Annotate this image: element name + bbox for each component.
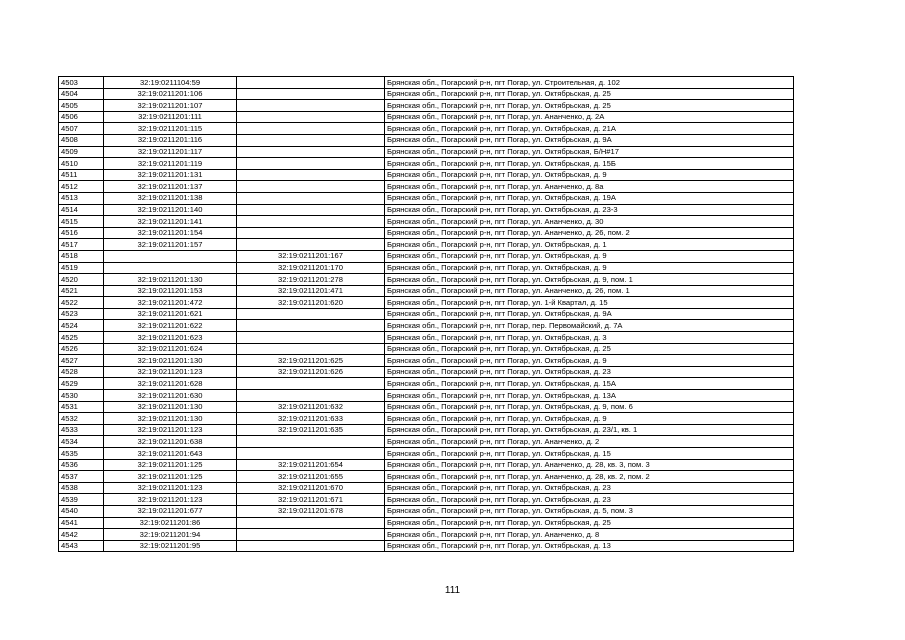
table-row [59,285,794,297]
row-number-cell: 4525 [59,332,104,344]
cadastral-number-cell: 32:19:0211201:472 [104,297,237,309]
row-number-cell: 4509 [59,146,104,158]
address-cell: Брянская обл., Погарский р-н, пгт Погар, ул. Октябрьская, д. 9А [385,134,794,146]
table-row [59,540,794,552]
cadastral-number-cell: 32:19:0211201:630 [104,390,237,402]
linked-cadastral-number-cell [237,239,385,251]
row-number-cell: 4524 [59,320,104,332]
address-cell: Брянская обл., Погарский р-н, пгт Погар, ул. Октябрьская, д. 9 [385,250,794,262]
cadastral-number-cell [104,250,237,262]
cadastral-number-cell: 32:19:0211201:123 [104,366,237,378]
cadastral-number-cell: 32:19:0211201:107 [104,100,237,112]
address-cell: Брянская обл., Погарский р-н, пгт Погар, пер. Первомайский, д. 7А [385,320,794,332]
table-row [59,192,794,204]
address-cell: Брянская обл., Погарский р-н, пгт Погар, ул. Октябрьская, д. 13 [385,540,794,552]
table-row [59,529,794,541]
row-number-cell: 4507 [59,123,104,135]
cadastral-number-cell: 32:19:0211201:119 [104,158,237,170]
registry-table [58,76,794,552]
linked-cadastral-number-cell: 32:19:0211201:654 [237,459,385,471]
linked-cadastral-number-cell: 32:19:0211201:626 [237,366,385,378]
linked-cadastral-number-cell [237,216,385,228]
table-row [59,436,794,448]
linked-cadastral-number-cell [237,320,385,332]
row-number-cell: 4531 [59,401,104,413]
row-number-cell: 4530 [59,390,104,402]
address-cell: Брянская обл., Погарский р-н, пгт Погар, ул. Октябрьская, д. 1 [385,239,794,251]
cadastral-number-cell: 32:19:0211201:95 [104,540,237,552]
cadastral-number-cell: 32:19:0211201:111 [104,111,237,123]
table-row [59,332,794,344]
row-number-cell: 4510 [59,158,104,170]
row-number-cell: 4521 [59,285,104,297]
linked-cadastral-number-cell [237,540,385,552]
row-number-cell: 4539 [59,494,104,506]
address-cell: Брянская обл., Погарский р-н, пгт Погар, ул. Ананченко, д. 26, пом. 1 [385,285,794,297]
linked-cadastral-number-cell: 32:19:0211201:471 [237,285,385,297]
address-cell: Брянская обл., Погарский р-н, пгт Погар, ул. Ананченко, д. 2А [385,111,794,123]
row-number-cell: 4535 [59,448,104,460]
linked-cadastral-number-cell: 32:19:0211201:632 [237,401,385,413]
table-row [59,100,794,112]
address-cell: Брянская обл., Погарский р-н, пгт Погар, ул. Октябрьская, д. 9 [385,413,794,425]
row-number-cell: 4508 [59,134,104,146]
row-number-cell: 4526 [59,343,104,355]
cadastral-number-cell: 32:19:0211201:125 [104,459,237,471]
address-cell: Брянская обл., Погарский р-н, пгт Погар, ул. Октябрьская, д. 23 [385,482,794,494]
cadastral-number-cell: 32:19:0211201:130 [104,413,237,425]
cadastral-number-cell: 32:19:0211201:622 [104,320,237,332]
address-cell: Брянская обл., Погарский р-н, пгт Погар, ул. Ананченко, д. 26, пом. 2 [385,227,794,239]
linked-cadastral-number-cell [237,111,385,123]
row-number-cell: 4528 [59,366,104,378]
linked-cadastral-number-cell: 32:19:0211201:625 [237,355,385,367]
row-number-cell: 4518 [59,250,104,262]
table-row [59,204,794,216]
row-number-cell: 4506 [59,111,104,123]
cadastral-number-cell: 32:19:0211201:624 [104,343,237,355]
table-row [59,308,794,320]
table-row [59,239,794,251]
cadastral-number-cell: 32:19:0211201:117 [104,146,237,158]
table-row [59,146,794,158]
table-row [59,250,794,262]
cadastral-number-cell: 32:19:0211201:115 [104,123,237,135]
table-row [59,378,794,390]
row-number-cell: 4534 [59,436,104,448]
table-row [59,494,794,506]
table-row [59,216,794,228]
row-number-cell: 4529 [59,378,104,390]
row-number-cell: 4536 [59,459,104,471]
linked-cadastral-number-cell: 32:19:0211201:678 [237,505,385,517]
cadastral-number-cell: 32:19:0211201:130 [104,355,237,367]
address-cell: Брянская обл., Погарский р-н, пгт Погар, ул. Октябрьская, д. 23-3 [385,204,794,216]
cadastral-number-cell [104,262,237,274]
linked-cadastral-number-cell [237,134,385,146]
address-cell: Брянская обл., Погарский р-н, пгт Погар, ул. Октябрьская, д. 25 [385,100,794,112]
linked-cadastral-number-cell [237,158,385,170]
linked-cadastral-number-cell [237,204,385,216]
address-cell: Брянская обл., Погарский р-н, пгт Погар, ул. Октябрьская, д. 25 [385,517,794,529]
linked-cadastral-number-cell [237,448,385,460]
linked-cadastral-number-cell [237,123,385,135]
cadastral-number-cell: 32:19:0211201:154 [104,227,237,239]
address-cell: Брянская обл., Погарский р-н, пгт Погар, ул. Ананченко, д. 8а [385,181,794,193]
table-row [59,123,794,135]
row-number-cell: 4522 [59,297,104,309]
address-cell: Брянская обл., Погарский р-н, пгт Погар, ул. Октябрьская, д. 9 [385,262,794,274]
row-number-cell: 4516 [59,227,104,239]
row-number-cell: 4523 [59,308,104,320]
linked-cadastral-number-cell: 32:19:0211201:167 [237,250,385,262]
table-row [59,77,794,89]
row-number-cell: 4517 [59,239,104,251]
address-cell: Брянская обл., Погарский р-н, пгт Погар, ул. Октябрьская, д. 25 [385,88,794,100]
address-cell: Брянская обл., Погарский р-н, пгт Погар, ул. Октябрьская, д. 25 [385,343,794,355]
table-row [59,448,794,460]
address-cell: Брянская обл., Погарский р-н, пгт Погар, ул. Октябрьская, д. 3 [385,332,794,344]
linked-cadastral-number-cell [237,77,385,89]
row-number-cell: 4513 [59,192,104,204]
cadastral-number-cell: 32:19:0211201:116 [104,134,237,146]
row-number-cell: 4503 [59,77,104,89]
linked-cadastral-number-cell [237,192,385,204]
row-number-cell: 4512 [59,181,104,193]
row-number-cell: 4504 [59,88,104,100]
row-number-cell: 4505 [59,100,104,112]
cadastral-number-cell: 32:19:0211201:643 [104,448,237,460]
table-row [59,401,794,413]
row-number-cell: 4511 [59,169,104,181]
cadastral-number-cell: 32:19:0211201:130 [104,401,237,413]
address-cell: Брянская обл., Погарский р-н, пгт Погар, ул. Октябрьская, д. 9 [385,169,794,181]
row-number-cell: 4537 [59,471,104,483]
cadastral-number-cell: 32:19:0211201:130 [104,274,237,286]
table-row [59,482,794,494]
linked-cadastral-number-cell [237,146,385,158]
address-cell: Брянская обл., Погарский р-н, пгт Погар, ул. Октябрьская, Б/Н#17 [385,146,794,158]
address-cell: Брянская обл., Погарский р-н, пгт Погар, ул. Октябрьская, д. 23 [385,494,794,506]
table-row [59,355,794,367]
address-cell: Брянская обл., Погарский р-н, пгт Погар, ул. Ананченко, д. 8 [385,529,794,541]
table-row [59,320,794,332]
page-number: 111 [444,585,461,596]
table-row [59,413,794,425]
address-cell: Брянская обл., Погарский р-н, пгт Погар, ул. Октябрьская, д. 13А [385,390,794,402]
row-number-cell: 4520 [59,274,104,286]
table-row [59,390,794,402]
table-row [59,366,794,378]
address-cell: Брянская обл., Погарский р-н, пгт Погар, ул. Октябрьская, д. 5, пом. 3 [385,505,794,517]
linked-cadastral-number-cell: 32:19:0211201:620 [237,297,385,309]
cadastral-number-cell: 32:19:0211201:123 [104,424,237,436]
cadastral-number-cell: 32:19:0211201:125 [104,471,237,483]
address-cell: Брянская обл., Погарский р-н, пгт Погар, ул. Октябрьская, д. 9 [385,355,794,367]
address-cell: Брянская обл., Погарский р-н, пгт Погар, ул. Ананченко, д. 30 [385,216,794,228]
table-row [59,169,794,181]
cadastral-number-cell: 32:19:0211201:628 [104,378,237,390]
linked-cadastral-number-cell: 32:19:0211201:671 [237,494,385,506]
linked-cadastral-number-cell [237,343,385,355]
table-row [59,158,794,170]
table-row [59,517,794,529]
cadastral-number-cell: 32:19:0211104:59 [104,77,237,89]
table-row [59,424,794,436]
row-number-cell: 4533 [59,424,104,436]
linked-cadastral-number-cell: 32:19:0211201:633 [237,413,385,425]
address-cell: Брянская обл., Погарский р-н, пгт Погар, ул. Ананченко, д. 2 [385,436,794,448]
linked-cadastral-number-cell: 32:19:0211201:670 [237,482,385,494]
linked-cadastral-number-cell: 32:19:0211201:278 [237,274,385,286]
cadastral-number-cell: 32:19:0211201:94 [104,529,237,541]
cadastral-number-cell: 32:19:0211201:157 [104,239,237,251]
row-number-cell: 4540 [59,505,104,517]
table-row [59,134,794,146]
linked-cadastral-number-cell [237,181,385,193]
address-cell: Брянская обл., Погарский р-н, пгт Погар, ул. Ананченко, д. 28, кв. 3, пом. 3 [385,459,794,471]
cadastral-number-cell: 32:19:0211201:153 [104,285,237,297]
cadastral-number-cell: 32:19:0211201:138 [104,192,237,204]
linked-cadastral-number-cell [237,100,385,112]
cadastral-number-cell: 32:19:0211201:638 [104,436,237,448]
linked-cadastral-number-cell [237,308,385,320]
linked-cadastral-number-cell [237,88,385,100]
cadastral-number-cell: 32:19:0211201:131 [104,169,237,181]
linked-cadastral-number-cell [237,529,385,541]
address-cell: Брянская обл., Погарский р-н, пгт Погар, ул. Октябрьская, д. 19А [385,192,794,204]
row-number-cell: 4541 [59,517,104,529]
address-cell: Брянская обл., Погарский р-н, пгт Погар, ул. Октябрьская, д. 15 [385,448,794,460]
table-row [59,471,794,483]
cadastral-number-cell: 32:19:0211201:137 [104,181,237,193]
cadastral-number-cell: 32:19:0211201:123 [104,494,237,506]
address-cell: Брянская обл., Погарский р-н, пгт Погар, ул. Октябрьская, д. 9А [385,308,794,320]
cadastral-number-cell: 32:19:0211201:677 [104,505,237,517]
cadastral-number-cell: 32:19:0211201:140 [104,204,237,216]
table-row [59,274,794,286]
address-cell: Брянская обл., Погарский р-н, пгт Погар, ул. Октябрьская, д. 23/1, кв. 1 [385,424,794,436]
table-row [59,459,794,471]
cadastral-number-cell: 32:19:0211201:141 [104,216,237,228]
row-number-cell: 4515 [59,216,104,228]
registry-table-body [59,77,794,552]
cadastral-number-cell: 32:19:0211201:621 [104,308,237,320]
address-cell: Брянская обл., Погарский р-н, пгт Погар, ул. Октябрьская, д. 23 [385,366,794,378]
linked-cadastral-number-cell: 32:19:0211201:655 [237,471,385,483]
cadastral-number-cell: 32:19:0211201:123 [104,482,237,494]
cadastral-number-cell: 32:19:0211201:86 [104,517,237,529]
table-row [59,343,794,355]
linked-cadastral-number-cell [237,436,385,448]
linked-cadastral-number-cell [237,332,385,344]
row-number-cell: 4514 [59,204,104,216]
row-number-cell: 4542 [59,529,104,541]
address-cell: Брянская обл., Погарский р-н, пгт Погар, ул. Октябрьская, д. 21А [385,123,794,135]
linked-cadastral-number-cell [237,227,385,239]
row-number-cell: 4543 [59,540,104,552]
linked-cadastral-number-cell: 32:19:0211201:635 [237,424,385,436]
linked-cadastral-number-cell: 32:19:0211201:170 [237,262,385,274]
table-row [59,181,794,193]
address-cell: Брянская обл., Погарский р-н, пгт Погар, ул. Строительная, д. 102 [385,77,794,89]
address-cell: Брянская обл., Погарский р-н, пгт Погар, ул. 1-й Квартал, д. 15 [385,297,794,309]
table-row [59,227,794,239]
address-cell: Брянская обл., Погарский р-н, пгт Погар, ул. Октябрьская, д. 15А [385,378,794,390]
linked-cadastral-number-cell [237,390,385,402]
address-cell: Брянская обл., Погарский р-н, пгт Погар, ул. Октябрьская, д. 9, пом. 1 [385,274,794,286]
linked-cadastral-number-cell [237,378,385,390]
row-number-cell: 4532 [59,413,104,425]
table-row [59,111,794,123]
address-cell: Брянская обл., Погарский р-н, пгт Погар, ул. Ананченко, д. 28, кв. 2, пом. 2 [385,471,794,483]
linked-cadastral-number-cell [237,169,385,181]
table-row [59,297,794,309]
linked-cadastral-number-cell [237,517,385,529]
address-cell: Брянская обл., Погарский р-н, пгт Погар, ул. Октябрьская, д. 9, пом. 6 [385,401,794,413]
row-number-cell: 4519 [59,262,104,274]
row-number-cell: 4538 [59,482,104,494]
table-row [59,262,794,274]
row-number-cell: 4527 [59,355,104,367]
table-row [59,505,794,517]
cadastral-number-cell: 32:19:0211201:106 [104,88,237,100]
cadastral-number-cell: 32:19:0211201:623 [104,332,237,344]
table-row [59,88,794,100]
address-cell: Брянская обл., Погарский р-н, пгт Погар, ул. Октябрьская, д. 15Б [385,158,794,170]
